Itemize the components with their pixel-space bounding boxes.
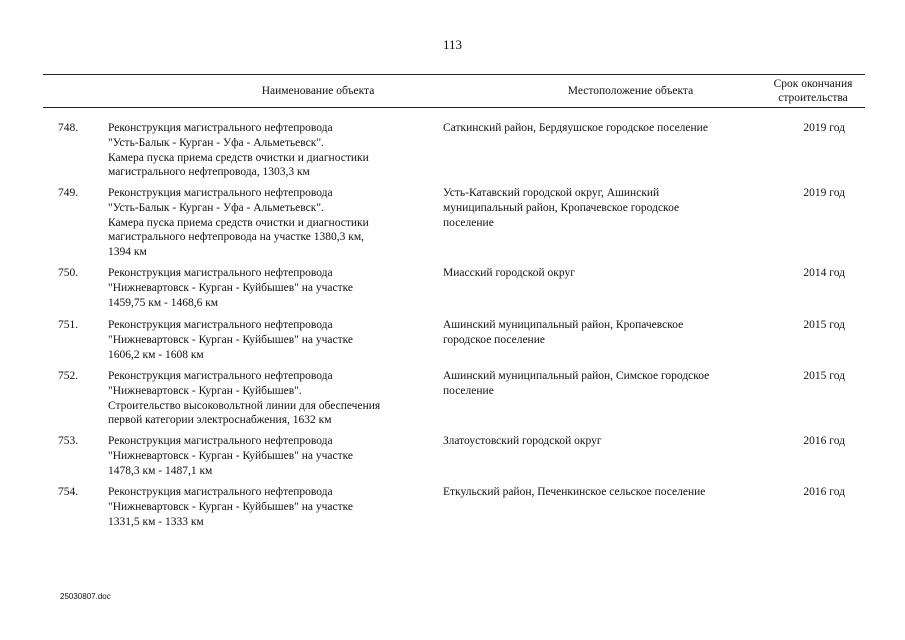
row-object-name: Реконструкция магистрального нефтепровода "Нижневартовск - Курган - Куйбышев" на участке 1331,5 км - 1333 км bbox=[108, 486, 354, 528]
row-number: 750. bbox=[58, 267, 79, 279]
header-deadline bbox=[761, 75, 865, 107]
row-number: 753. bbox=[58, 435, 79, 447]
row-object-name: Реконструкция магистрального нефтепровода "Нижневартовск - Курган - Куйбышев" на участке 1606,2 км - 1608 км bbox=[108, 319, 354, 361]
row-location: Ашинский муниципальный район, Кропачевское городское поселение bbox=[443, 319, 684, 346]
row-deadline: 2019 год bbox=[803, 122, 845, 134]
row-deadline: 2015 год bbox=[803, 319, 845, 331]
header-deadline-line1: Срок окончания bbox=[773, 78, 853, 90]
row-number: 754. bbox=[58, 486, 79, 498]
row-location: Саткинский район, Бердяушское городское поселение bbox=[443, 122, 708, 134]
row-deadline: 2014 год bbox=[803, 267, 845, 279]
row-number: 752. bbox=[58, 370, 79, 382]
row-object-name: Реконструкция магистрального нефтепровода "Усть-Балык - Курган - Уфа - Альметьевск". Камера пуска приема средств очистки и диагностики магистрального нефтепровода, 1303,3 км bbox=[108, 122, 369, 179]
row-object-name: Реконструкция магистрального нефтепровода "Нижневартовск - Курган - Куйбышев". Строительство высоковольтной линии для обеспечения первой категории электроснабжения, 1632 км bbox=[108, 370, 381, 427]
row-deadline: 2015 год bbox=[803, 370, 845, 382]
header-object-location: Местоположение объекта bbox=[567, 85, 694, 97]
row-deadline: 2016 год bbox=[803, 435, 845, 447]
header-deadline-line2: строительства bbox=[778, 92, 848, 104]
row-object-name: Реконструкция магистрального нефтепровода "Нижневартовск - Курган - Куйбышев" на участке 1459,75 км - 1468,6 км bbox=[108, 267, 354, 309]
row-location: Ашинский муниципальный район, Симское городское поселение bbox=[443, 370, 710, 397]
row-number: 749. bbox=[58, 187, 79, 199]
row-number: 748. bbox=[58, 122, 79, 134]
row-number: 751. bbox=[58, 319, 79, 331]
row-location: Усть-Катавский городской округ, Ашинский муниципальный район, Кропачевское городское поселение bbox=[443, 187, 680, 229]
table-header bbox=[43, 74, 865, 108]
document-file-reference: 25030807.doc bbox=[60, 592, 111, 601]
page-number: 113 bbox=[442, 37, 463, 52]
row-location: Еткульский район, Печенкинское сельское поселение bbox=[443, 486, 706, 498]
row-deadline: 2019 год bbox=[803, 187, 845, 199]
row-object-name: Реконструкция магистрального нефтепровода "Нижневартовск - Курган - Куйбышев" на участке 1478,3 км - 1487,1 км bbox=[108, 435, 354, 477]
row-location: Златоустовский городской округ bbox=[443, 435, 602, 447]
header-object-name: Наименование объекта bbox=[261, 85, 375, 97]
row-object-name: Реконструкция магистрального нефтепровода "Усть-Балык - Курган - Уфа - Альметьевск". Камера пуска приема средств очистки и диагностики магистрального нефтепровода на участке 1380,3 км, 1394 км bbox=[108, 187, 369, 259]
row-location: Миасский городской округ bbox=[443, 267, 575, 279]
row-deadline: 2016 год bbox=[803, 486, 845, 498]
